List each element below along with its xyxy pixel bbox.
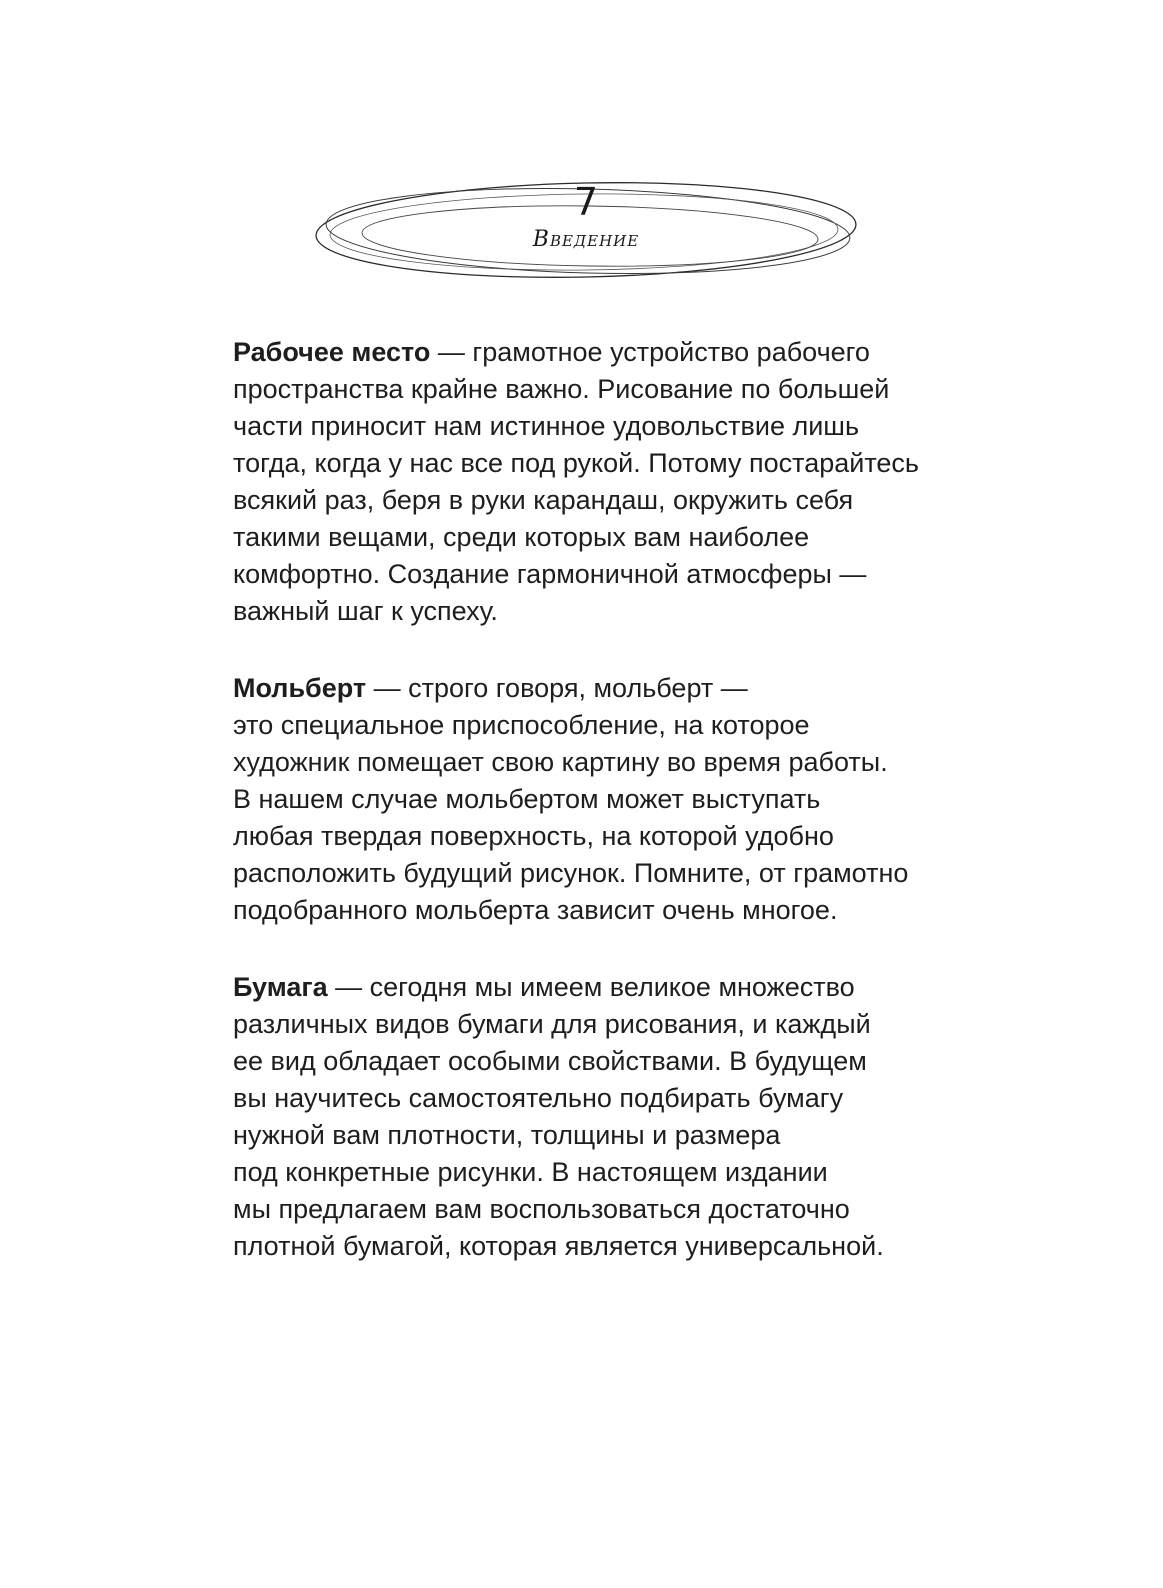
text-line: важный шаг к успеху. bbox=[233, 596, 498, 626]
text-line: вы научитесь самостоятельно подбирать бумагу bbox=[233, 1083, 844, 1113]
page-number: 7 bbox=[573, 180, 599, 224]
text-line: плотной бумагой, которая является универсальной. bbox=[233, 1231, 884, 1261]
text-line: под конкретные рисунки. В настоящем издании bbox=[233, 1157, 828, 1187]
body-text bbox=[233, 334, 963, 1305]
text-line: такими вещами, среди которых вам наиболее bbox=[233, 522, 810, 552]
text-line: тогда, когда у нас все под рукой. Потому постарайтесь bbox=[233, 448, 919, 478]
text-line: всякий раз, беря в руки карандаш, окружить себя bbox=[233, 485, 854, 515]
text-line: художник помещает свою картину во время работы. bbox=[233, 747, 888, 777]
chapter-title: Введение bbox=[532, 227, 640, 252]
text-line: В нашем случае мольбертом может выступать bbox=[233, 784, 821, 814]
paragraph-first-line bbox=[233, 334, 963, 371]
term-paper: Бумага bbox=[233, 972, 328, 1002]
text-line: различных видов бумаги для рисования, и каждый bbox=[233, 1009, 871, 1039]
text-line: расположить будущий рисунок. Помните, от грамотно bbox=[233, 858, 909, 888]
text-line: — грамотное устройство рабочего bbox=[430, 337, 870, 367]
paragraph-workplace bbox=[233, 334, 963, 630]
text-line: это специальное приспособление, на которое bbox=[233, 710, 810, 740]
text-line: — сегодня мы имеем великое множество bbox=[327, 972, 855, 1002]
text-line: комфортно. Создание гармоничной атмосферы — bbox=[233, 559, 867, 589]
text-line: подобранного мольберта зависит очень многое. bbox=[233, 895, 838, 925]
term-workplace: Рабочее место bbox=[233, 337, 431, 367]
paragraph-paper bbox=[233, 969, 963, 1265]
text-line: части приносит нам истинное удовольствие лишь bbox=[233, 411, 860, 441]
chapter-header bbox=[310, 176, 862, 284]
text-line: — строго говоря, мольберт — bbox=[366, 673, 748, 703]
paragraph-first-line bbox=[233, 969, 963, 1006]
text-line: пространства крайне важно. Рисование по большей bbox=[233, 374, 890, 404]
term-easel: Мольберт bbox=[233, 673, 367, 703]
paragraph-easel bbox=[233, 670, 963, 929]
text-line: мы предлагаем вам воспользоваться достаточно bbox=[233, 1194, 850, 1224]
text-line: ее вид обладает особыми свойствами. В будущем bbox=[233, 1046, 867, 1076]
text-line: нужной вам плотности, толщины и размера bbox=[233, 1120, 781, 1150]
text-line: любая твердая поверхность, на которой удобно bbox=[233, 821, 834, 851]
paragraph-first-line bbox=[233, 670, 963, 707]
